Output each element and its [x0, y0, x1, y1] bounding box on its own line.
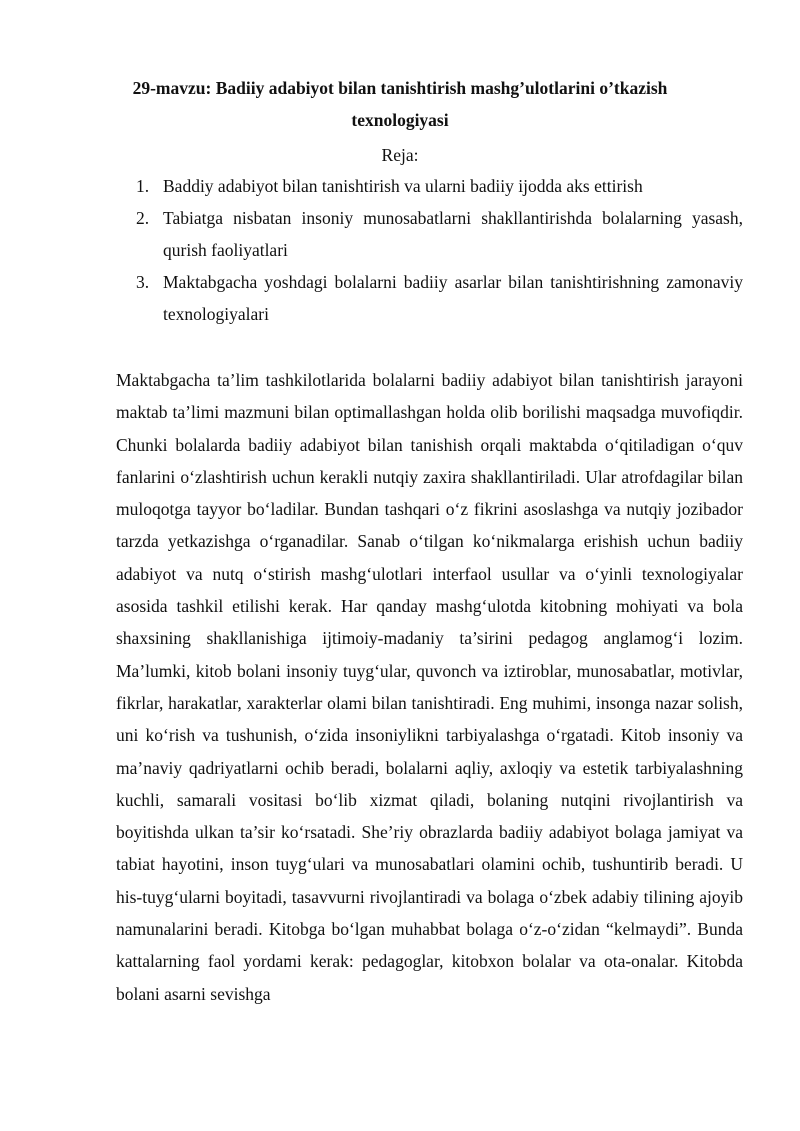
- plan-item-number: 3.: [136, 272, 150, 292]
- document-title-line-1: 29-mavzu: Badiiy adabiyot bilan tanishtirish mashg’ulotlarini o’tkazish: [132, 78, 668, 98]
- plan-item: [136, 202, 743, 266]
- plan-item-text: Baddiy adabiyot bilan tanishtirish va ularni badiiy ijodda aks ettirish: [163, 176, 643, 196]
- plan-item-number: 1.: [136, 176, 150, 196]
- plan-item-number: 2.: [136, 208, 150, 228]
- plan-item: [136, 266, 743, 330]
- document-title-line-2: texnologiyasi: [351, 110, 449, 130]
- plan-list: [136, 170, 743, 330]
- plan-item: [136, 170, 743, 202]
- plan-item-text: Tabiatga nisbatan insoniy munosabatlarni shakllantirishda bolalarning yasash, qurish faoliyatlari: [163, 208, 743, 260]
- plan-heading: Reja:: [381, 145, 419, 165]
- body-paragraph: Maktabgacha ta’lim tashkilotlarida bolalarni badiiy adabiyot bilan tanishtirish jarayoni maktab ta’limi mazmuni bilan optimallashgan holda olib borilishi maqsadga muvofiqdir. Chunki bolalarda badiiy adabiyot bilan tanishish orqali maktabda o‘qitiladigan o‘quv fanlarini o‘zlashtirish uchun kerakli nutqiy zaxira shakllantiriladi. Ular atrofdagilar bilan muloqotga tayyor bo‘ladilar. Bundan tashqari o‘z fikrini asoslashga va nutqiy jozibador tarzda yetkazishga o‘rganadilar. Sanab o‘tilgan ko‘nikmalarga erishish uchun badiiy adabiyot va nutq o‘stirish mashg‘ulotlari interfaol usullar va o‘yinli texnologiyalar asosida tashkil etilishi kerak. Har qanday mashg‘ulotda kitobning mohiyati va bola shaxsining shakllanishiga ijtimoiy-madaniy ta’sirini pedagog anglamog‘i lozim. Ma’lumki, kitob bolani insoniy tuyg‘ular, quvonch va iztiroblar, munosabatlar, motivlar, fikrlar, harakatlar, xarakterlar olami bilan tanishtiradi. Eng muhimi, insonga nazar solish, uni ko‘rish va tushunish, o‘zida insoniylikni tarbiyalashga o‘rgatadi. Kitob insoniy va ma’naviy qadriyatlarni ochib beradi, bolalarni aqliy, axloqiy va estetik tarbiyalashning kuchli, samarali vositasi bo‘lib xizmat qiladi, bolaning nutqini rivojlantirish va boyitishda ulkan ta’sir ko‘rsatadi. She’riy obrazlarda badiiy adabiyot bolaga jamiyat va tabiat hayotini, inson tuyg‘ulari va munosabatlari olamini ochib, tushuntirib beradi. U his-tuyg‘ularni boyitadi, tasavvurni rivojlantiradi va bolaga o‘zbek adabiy tilining ajoyib namunalarini beradi. Kitobga bo‘lgan muhabbat bolaga o‘z-o‘zidan “kelmaydi”. Bunda kattalarning faol yordami kerak: pedagoglar, kitobxon bolalar va ota-onalar. Kitobda bolani asarni sevishga: [116, 370, 743, 1004]
- plan-item-text: Maktabgacha yoshdagi bolalarni badiiy asarlar bilan tanishtirishning zamonaviy texnologiyalari: [163, 272, 743, 324]
